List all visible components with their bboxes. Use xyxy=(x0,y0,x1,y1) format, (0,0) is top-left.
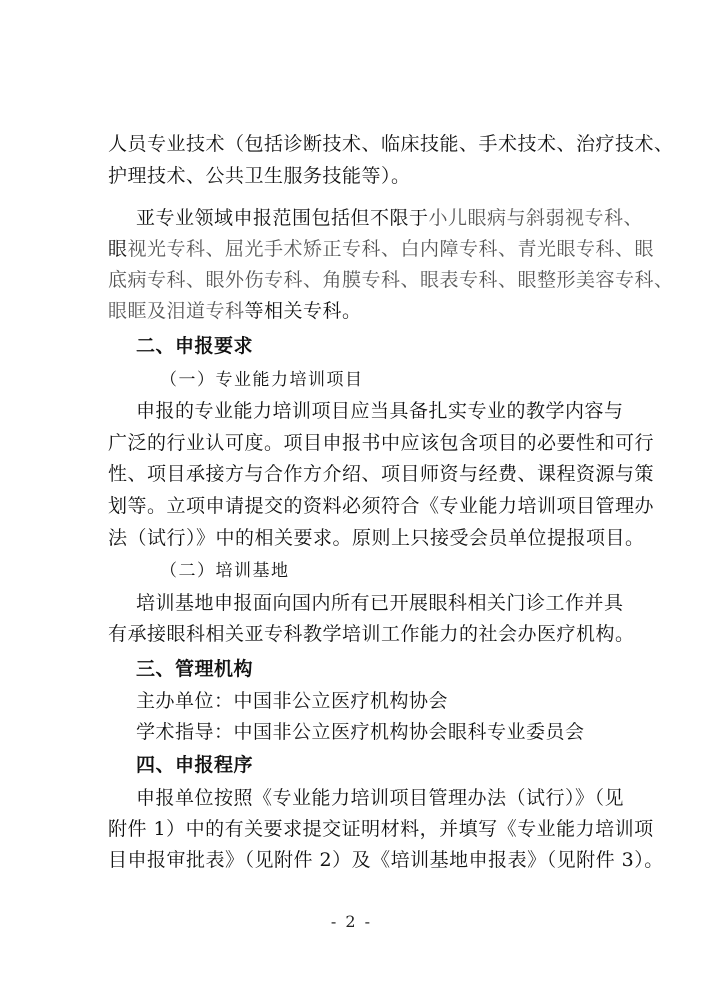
section-heading: 二、申报要求 xyxy=(136,335,254,357)
subsection-heading: （一）专业能力培训项目 xyxy=(160,370,364,390)
body-text-line: 护理技术、公共卫生服务技能等）。 xyxy=(108,165,411,187)
body-text-line: 人员专业技术（包括诊断技术、临床技能、手术技术、治疗技术、 xyxy=(108,133,674,155)
highlighted-text: 小儿眼病与斜弱视专科、 xyxy=(428,207,644,229)
body-text-line: 广泛的行业认可度。项目申报书中应该包含项目的必要性和可行 xyxy=(108,432,655,454)
subspecialty-line-4 xyxy=(108,297,362,325)
body-text-line: 法（试行）》中的相关要求。原则上只接受会员单位提报项目。 xyxy=(108,527,645,549)
body-text: 等相关专科。 xyxy=(244,300,362,322)
subspecialty-line-3: 底病专科、眼外伤专科、角膜专科、眼表专科、眼整形美容专科、 xyxy=(108,269,674,291)
page-number: - 2 - xyxy=(330,912,373,931)
host-organization: 主办单位：中国非公立医疗机构协会 xyxy=(136,690,449,712)
highlighted-text: 视光专科、屈光手术矫正专科、白内障专科、青光眼专科、眼 xyxy=(127,238,655,260)
highlighted-text: 眼眶及泪道专科 xyxy=(108,300,245,322)
section-heading: 三、管理机构 xyxy=(136,658,254,680)
body-text-line: 划等。立项申请提交的资料必须符合《专业能力培训项目管理办 xyxy=(108,495,655,517)
body-text-line: 申报单位按照《专业能力培训项目管理办法（试行）》（见 xyxy=(136,787,625,809)
body-text: 亚专业领域申报范围包括但不限于 xyxy=(136,207,429,229)
academic-guidance: 学术指导：中国非公立医疗机构协会眼科专业委员会 xyxy=(136,721,585,743)
subspecialty-line-2 xyxy=(108,235,654,263)
body-text-line: 申报的专业能力培训项目应当具备扎实专业的教学内容与 xyxy=(136,400,624,422)
body-text-line: 目申报审批表》（见附件 2）及《培训基地申报表》（见附件 3）。 xyxy=(108,849,664,871)
section-heading: 四、申报程序 xyxy=(136,754,254,776)
body-text-line: 培训基地申报面向国内所有已开展眼科相关门诊工作并具 xyxy=(136,592,624,614)
body-text: 眼 xyxy=(108,238,128,260)
subsection-heading: （二）培训基地 xyxy=(160,561,290,581)
body-text-line: 有承接眼科相关亚专科教学培训工作能力的社会办医疗机构。 xyxy=(108,623,635,645)
body-text-line: 附件 1）中的有关要求提交证明材料，并填写《专业能力培训项 xyxy=(108,818,654,840)
subspecialty-line-1 xyxy=(136,204,643,232)
body-text-line: 性、项目承接方与合作方介绍、项目师资与经费、课程资源与策 xyxy=(108,463,655,485)
